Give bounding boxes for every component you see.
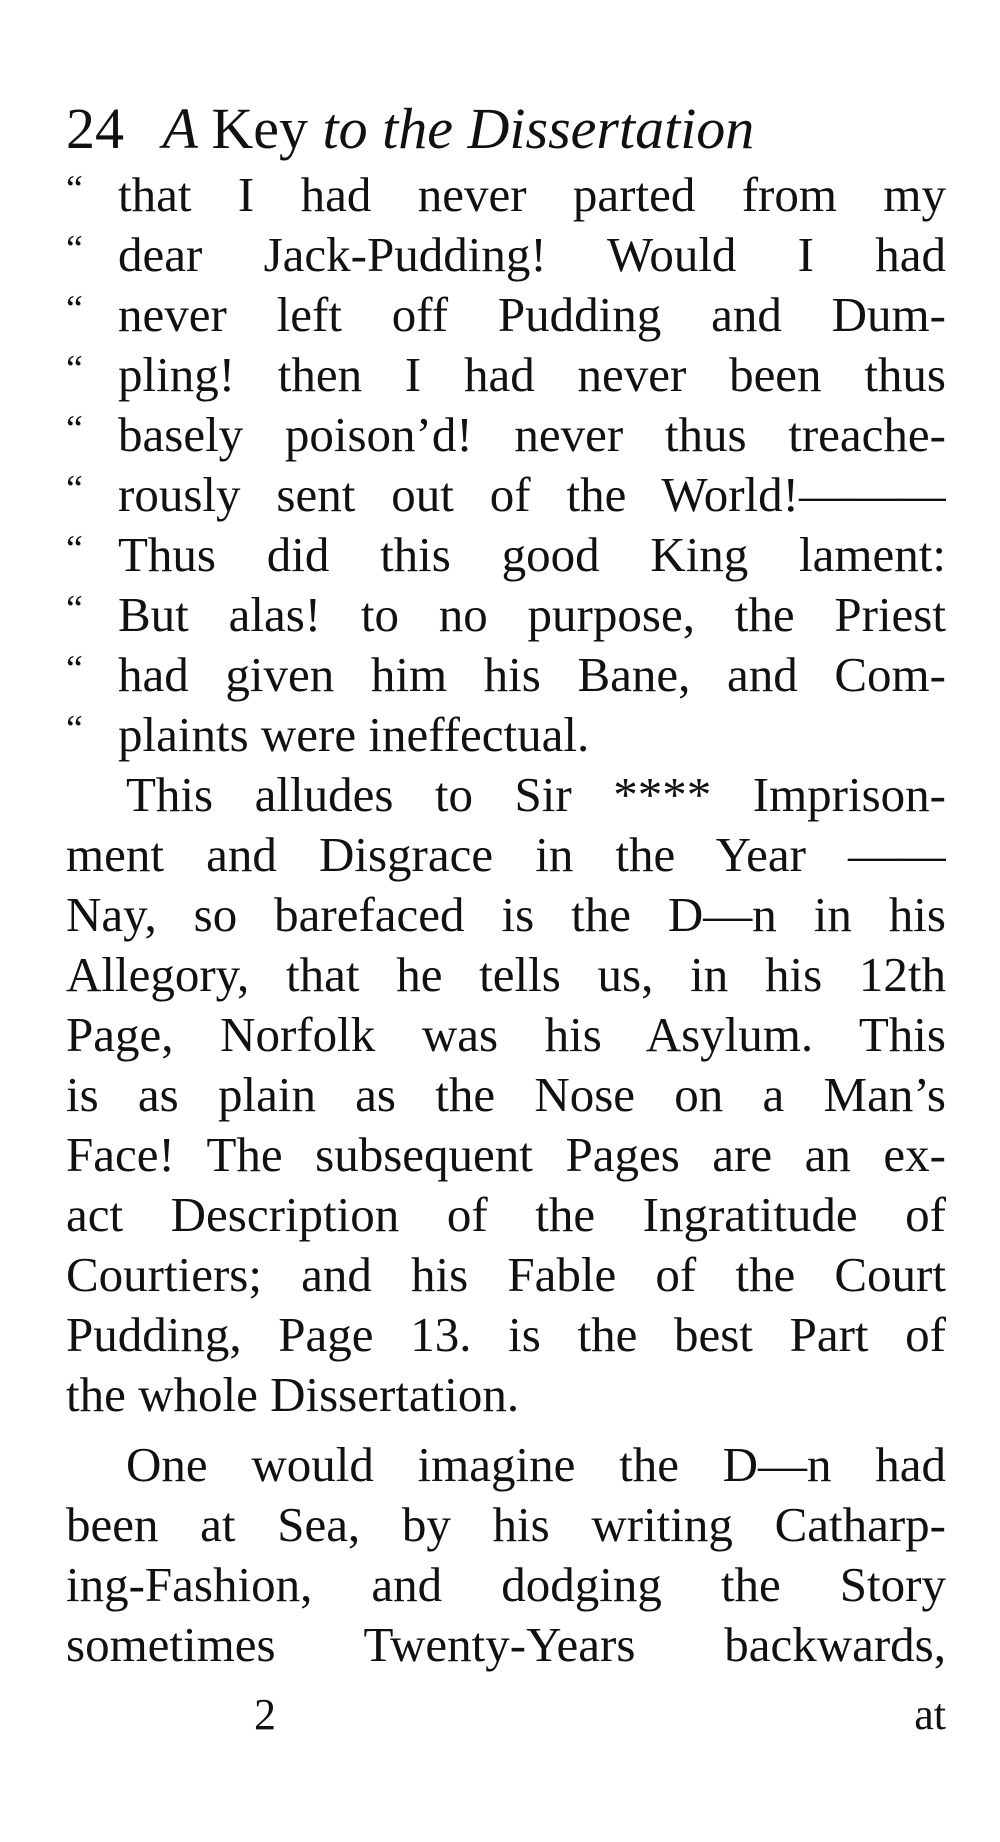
text-line: Pudding, Page 13. is the best Part of [66, 1307, 946, 1362]
quote-mark: “ [66, 168, 83, 210]
quoted-line: “ basely poison’d! never thus treache- [66, 405, 946, 465]
quote-mark: “ [66, 648, 83, 690]
quoted-line: “ pling! then I had never been thus [66, 345, 946, 405]
running-title-key: Key [211, 96, 309, 161]
text-line: One would imagine the D—n had [126, 1437, 946, 1492]
running-title-rest: to the Dissertation [322, 96, 755, 161]
quoted-line: “ plaints were ineffectual. [66, 705, 946, 765]
quote-mark: “ [66, 228, 83, 270]
quoted-line: “ had given him his Bane, and Com- [66, 645, 946, 705]
text-line: Face! The subsequent Pages are an ex- [66, 1127, 946, 1182]
quote-mark: “ [66, 408, 83, 450]
quoted-line: “ that I had never parted from my [66, 165, 946, 225]
quoted-line: “ rously sent out of the World!——— [66, 465, 946, 525]
text-line: sometimes Twenty-Years backwards, [66, 1617, 946, 1672]
quoted-passage [66, 165, 946, 765]
text-line: Courtiers; and his Fable of the Court [66, 1247, 946, 1302]
text-line: This alludes to Sir **** Imprison- [126, 767, 946, 822]
quote-mark: “ [66, 288, 83, 330]
paragraph-gap [66, 1425, 946, 1435]
quote-mark: “ [66, 708, 83, 750]
quoted-line: “ Thus did this good King lament: [66, 525, 946, 585]
catchword: at [914, 1690, 946, 1739]
quoted-line: “ But alas! to no purpose, the Priest [66, 585, 946, 645]
running-title-a: A [162, 96, 197, 161]
text-line: Nay, so barefaced is the D—n in his [66, 887, 946, 942]
quote-mark: “ [66, 348, 83, 390]
text-line: is as plain as the Nose on a Man’s [66, 1067, 946, 1122]
quoted-line: “ dear Jack-Pudding! Would I had [66, 225, 946, 285]
quote-mark: “ [66, 528, 83, 570]
paragraph-sea [66, 1435, 946, 1675]
book-page [66, 95, 946, 1745]
text-line: Allegory, that he tells us, in his 12th [66, 947, 946, 1002]
quoted-line: “ never left off Pudding and Dum- [66, 285, 946, 345]
text-line: act Description of the Ingratitude of [66, 1187, 946, 1242]
quote-mark: “ [66, 588, 83, 630]
text-line: ing-Fashion, and dodging the Story [66, 1557, 946, 1612]
page-footer [66, 1685, 946, 1745]
paragraph-allusion [66, 765, 946, 1425]
running-title [163, 95, 755, 163]
quote-mark: “ [66, 468, 83, 510]
signature-mark: 2 [254, 1690, 276, 1739]
text-line: Page, Norfolk was his Asylum. This [66, 1007, 946, 1062]
text-line: the whole Dissertation. [66, 1367, 520, 1422]
running-head [66, 95, 946, 163]
page-number: 24 [66, 96, 124, 161]
text-line: been at Sea, by his writing Catharp- [66, 1497, 946, 1552]
text-line: ment and Disgrace in the Year —— [66, 827, 946, 882]
